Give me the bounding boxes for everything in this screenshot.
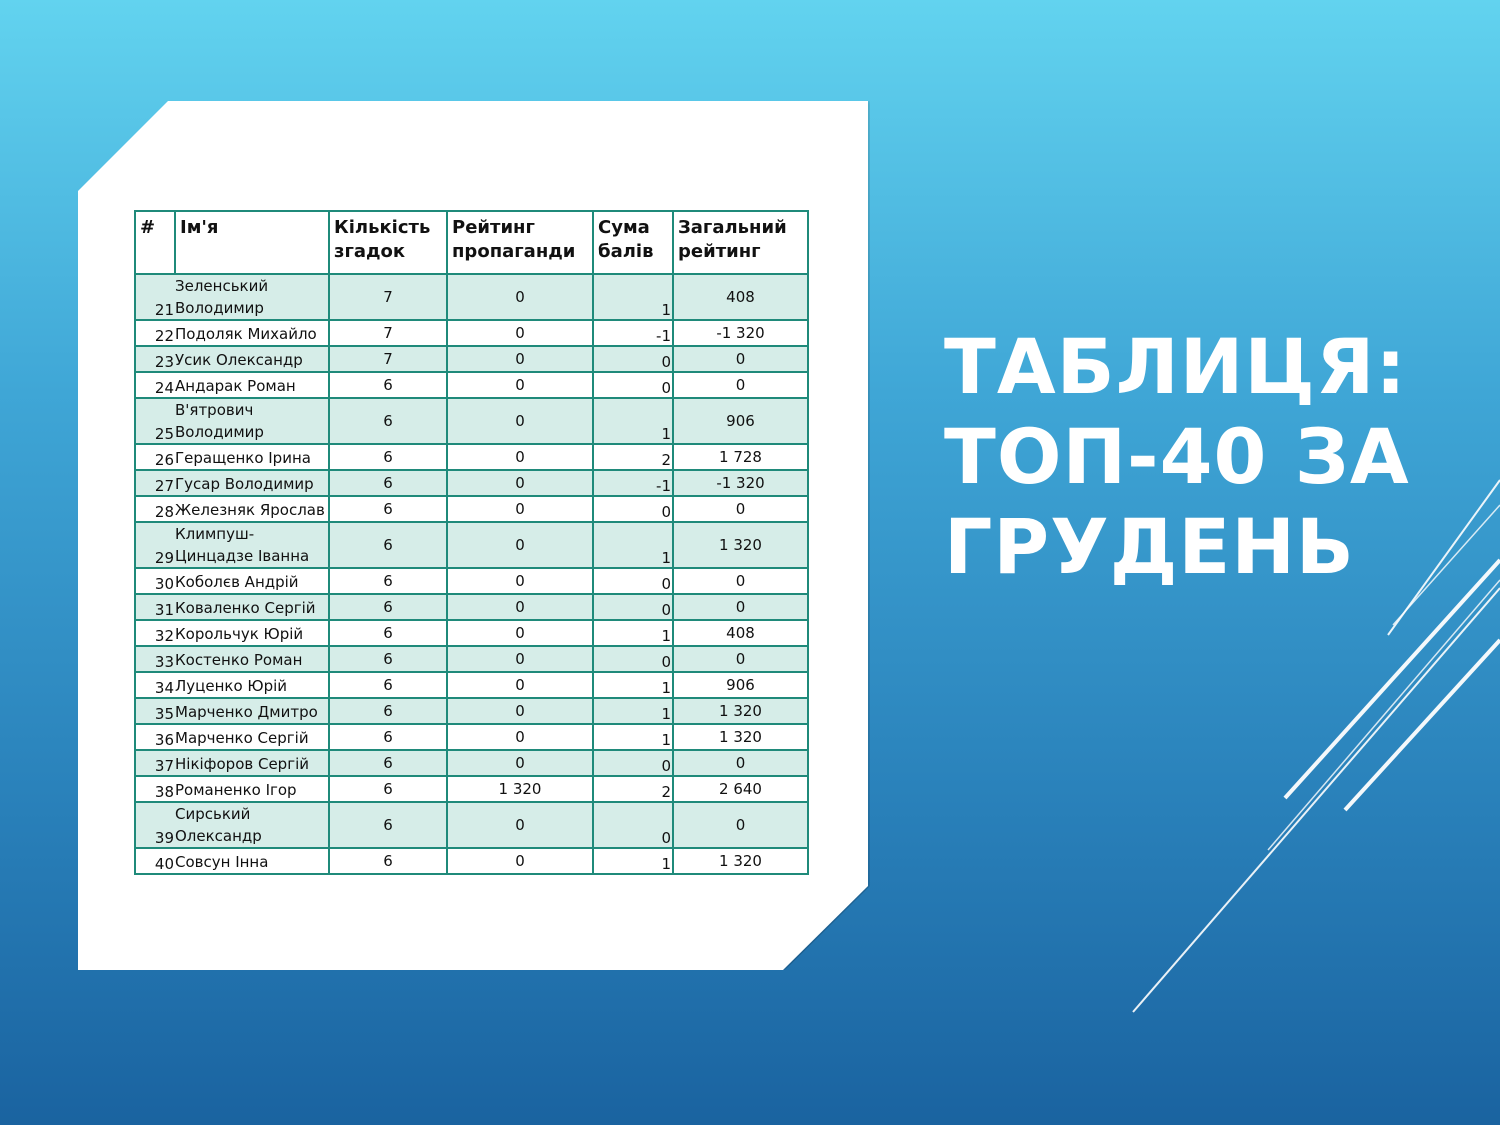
total-rating-cell: 0 — [673, 646, 808, 672]
total-rating-cell: 0 — [673, 594, 808, 620]
deco-line — [1345, 640, 1500, 810]
mentions-count-cell: 7 — [329, 320, 447, 346]
row-number-cell: 23 — [135, 346, 175, 372]
propaganda-rating-cell: 0 — [447, 698, 593, 724]
propaganda-rating-cell: 0 — [447, 672, 593, 698]
total-rating-cell: 0 — [673, 750, 808, 776]
propaganda-rating-cell: 0 — [447, 724, 593, 750]
person-name-cell: Климпуш-Цинцадзе Іванна — [175, 522, 329, 568]
mentions-count-cell: 6 — [329, 672, 447, 698]
row-number-cell: 36 — [135, 724, 175, 750]
propaganda-rating-cell: 0 — [447, 594, 593, 620]
row-number-cell: 33 — [135, 646, 175, 672]
person-name-cell: Корольчук Юрій — [175, 620, 329, 646]
mentions-count-cell: 6 — [329, 646, 447, 672]
row-number-cell: 25 — [135, 398, 175, 444]
total-rating-cell: 906 — [673, 672, 808, 698]
row-number-cell: 37 — [135, 750, 175, 776]
total-rating-cell: 906 — [673, 398, 808, 444]
score-sum-cell: 0 — [593, 496, 673, 522]
person-name-cell: Гусар Володимир — [175, 470, 329, 496]
person-name-cell: Марченко Дмитро — [175, 698, 329, 724]
propaganda-rating-cell: 0 — [447, 620, 593, 646]
person-name-cell: Железняк Ярослав — [175, 496, 329, 522]
person-name-cell: Костенко Роман — [175, 646, 329, 672]
person-name-cell: Коболєв Андрій — [175, 568, 329, 594]
propaganda-rating-cell: 0 — [447, 274, 593, 320]
propaganda-rating-cell: 0 — [447, 470, 593, 496]
propaganda-rating-cell: 0 — [447, 398, 593, 444]
person-name-cell: Усик Олександр — [175, 346, 329, 372]
propaganda-rating-cell: 0 — [447, 372, 593, 398]
slide-title-line: ТОП-40 ЗА — [944, 412, 1410, 501]
header-mentions: Кількість згадок — [329, 211, 447, 274]
person-name-cell: Андарак Роман — [175, 372, 329, 398]
total-rating-cell: 2 640 — [673, 776, 808, 802]
mentions-count-cell: 6 — [329, 372, 447, 398]
mentions-count-cell: 6 — [329, 724, 447, 750]
row-number-cell: 40 — [135, 848, 175, 874]
score-sum-cell: 0 — [593, 750, 673, 776]
score-sum-cell: 0 — [593, 346, 673, 372]
mentions-count-cell: 6 — [329, 698, 447, 724]
person-name-cell: Луценко Юрій — [175, 672, 329, 698]
deco-line — [1285, 560, 1500, 798]
mentions-count-cell: 6 — [329, 802, 447, 848]
deco-line — [1133, 588, 1500, 1012]
score-sum-cell: 1 — [593, 398, 673, 444]
header-score-sum: Сума балів — [593, 211, 673, 274]
score-sum-cell: 1 — [593, 724, 673, 750]
score-sum-cell: 0 — [593, 646, 673, 672]
score-sum-cell: 1 — [593, 522, 673, 568]
deco-line — [1268, 580, 1500, 850]
header-propaganda-rating: Рейтинг пропаганди — [447, 211, 593, 274]
propaganda-rating-cell: 0 — [447, 750, 593, 776]
mentions-count-cell: 6 — [329, 776, 447, 802]
mentions-count-cell: 6 — [329, 398, 447, 444]
propaganda-rating-cell: 0 — [447, 568, 593, 594]
total-rating-cell: 408 — [673, 620, 808, 646]
score-sum-cell: 1 — [593, 274, 673, 320]
total-rating-cell: 0 — [673, 568, 808, 594]
score-sum-cell: 1 — [593, 698, 673, 724]
propaganda-rating-cell: 0 — [447, 848, 593, 874]
row-number-cell: 29 — [135, 522, 175, 568]
person-name-cell: Романенко Ігор — [175, 776, 329, 802]
row-number-cell: 24 — [135, 372, 175, 398]
row-number-cell: 34 — [135, 672, 175, 698]
row-number-cell: 27 — [135, 470, 175, 496]
row-number-cell: 38 — [135, 776, 175, 802]
propaganda-rating-cell: 1 320 — [447, 776, 593, 802]
total-rating-cell: -1 320 — [673, 470, 808, 496]
mentions-count-cell: 6 — [329, 496, 447, 522]
score-sum-cell: 0 — [593, 802, 673, 848]
score-sum-cell: 1 — [593, 620, 673, 646]
row-number-cell: 22 — [135, 320, 175, 346]
score-sum-cell: 2 — [593, 776, 673, 802]
total-rating-cell: -1 320 — [673, 320, 808, 346]
row-number-cell: 32 — [135, 620, 175, 646]
total-rating-cell: 1 320 — [673, 724, 808, 750]
propaganda-rating-cell: 0 — [447, 522, 593, 568]
person-name-cell: Совсун Інна — [175, 848, 329, 874]
row-number-cell: 39 — [135, 802, 175, 848]
row-number-cell: 26 — [135, 444, 175, 470]
mentions-count-cell: 6 — [329, 522, 447, 568]
person-name-cell: Сирський Олександр — [175, 802, 329, 848]
row-number-cell: 30 — [135, 568, 175, 594]
total-rating-cell: 0 — [673, 802, 808, 848]
total-rating-cell: 0 — [673, 346, 808, 372]
row-number-cell: 28 — [135, 496, 175, 522]
person-name-cell: Подоляк Михайло — [175, 320, 329, 346]
mentions-count-cell: 6 — [329, 444, 447, 470]
mentions-count-cell: 6 — [329, 568, 447, 594]
propaganda-rating-cell: 0 — [447, 320, 593, 346]
score-sum-cell: 0 — [593, 568, 673, 594]
person-name-cell: Коваленко Сергій — [175, 594, 329, 620]
propaganda-rating-cell: 0 — [447, 444, 593, 470]
person-name-cell: Зеленський Володимир — [175, 274, 329, 320]
mentions-count-cell: 6 — [329, 594, 447, 620]
slide-title-line: ГРУДЕНЬ — [944, 502, 1355, 591]
header-total-rating: Загальний рейтинг — [673, 211, 808, 274]
row-number-cell: 35 — [135, 698, 175, 724]
total-rating-cell: 0 — [673, 496, 808, 522]
row-number-cell: 21 — [135, 274, 175, 320]
person-name-cell: Геращенко Ірина — [175, 444, 329, 470]
score-sum-cell: 2 — [593, 444, 673, 470]
person-name-cell: В'ятрович Володимир — [175, 398, 329, 444]
row-number-cell: 31 — [135, 594, 175, 620]
total-rating-cell: 408 — [673, 274, 808, 320]
mentions-count-cell: 6 — [329, 620, 447, 646]
mentions-count-cell: 6 — [329, 750, 447, 776]
mentions-count-cell: 7 — [329, 346, 447, 372]
slide-title-line: ТАБЛИЦЯ: — [944, 322, 1407, 411]
score-sum-cell: 1 — [593, 672, 673, 698]
total-rating-cell: 1 320 — [673, 522, 808, 568]
score-sum-cell: 0 — [593, 372, 673, 398]
score-sum-cell: 0 — [593, 594, 673, 620]
total-rating-cell: 1 728 — [673, 444, 808, 470]
score-sum-cell: 1 — [593, 848, 673, 874]
header-number: # — [135, 211, 175, 274]
person-name-cell: Нікіфоров Сергій — [175, 750, 329, 776]
mentions-count-cell: 7 — [329, 274, 447, 320]
propaganda-rating-cell: 0 — [447, 346, 593, 372]
propaganda-rating-cell: 0 — [447, 646, 593, 672]
score-sum-cell: -1 — [593, 470, 673, 496]
mentions-count-cell: 6 — [329, 470, 447, 496]
total-rating-cell: 0 — [673, 372, 808, 398]
header-name: Ім'я — [175, 211, 329, 274]
mentions-count-cell: 6 — [329, 848, 447, 874]
total-rating-cell: 1 320 — [673, 698, 808, 724]
propaganda-rating-cell: 0 — [447, 496, 593, 522]
total-rating-cell: 1 320 — [673, 848, 808, 874]
score-sum-cell: -1 — [593, 320, 673, 346]
propaganda-rating-cell: 0 — [447, 802, 593, 848]
person-name-cell: Марченко Сергій — [175, 724, 329, 750]
